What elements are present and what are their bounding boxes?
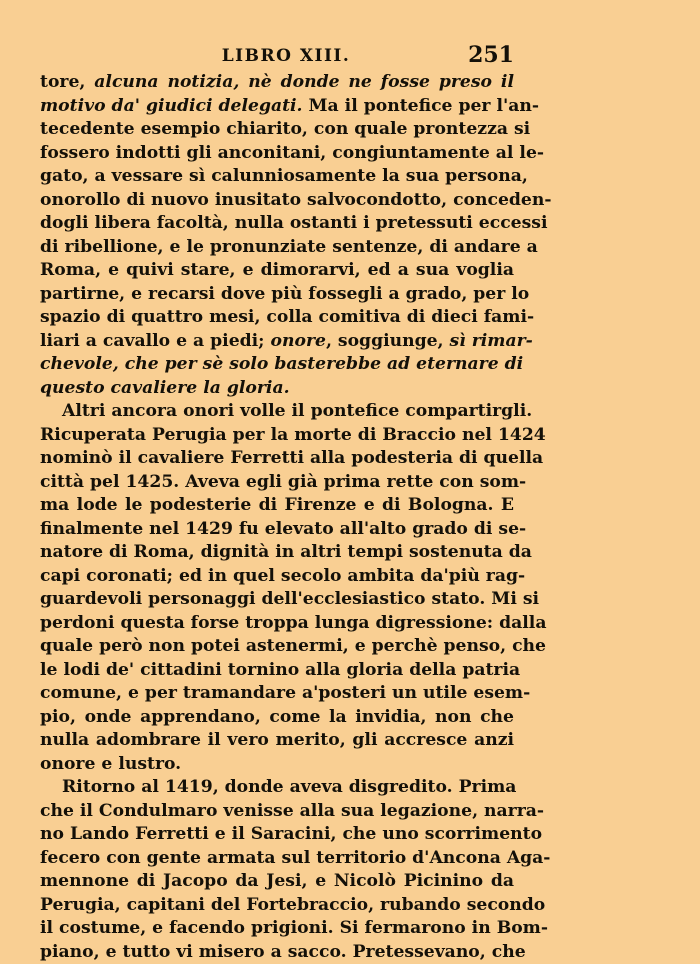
text-line [40,71,514,95]
text-line [40,377,514,401]
italic-text: chevole, che per sè solo basterebbe ad eternare di [40,354,523,374]
text-segment: piano, e tutto vi misero a sacco. Pretessevano, che [40,942,526,962]
text-segment: Roma, e quivi stare, e dimorarvi, ed a sua voglia [40,260,514,280]
running-head [40,46,514,70]
text-segment: no Lando Ferretti e il Saracini, che uno scorrimento [40,824,542,844]
text-segment: perdoni questa forse troppa lunga digressione: dalla [40,613,546,633]
text-segment: capi coronati; ed in quel secolo ambita da'più rag- [40,566,525,586]
text-line [40,823,514,847]
text-line [40,259,514,283]
running-title: LIBRO XIII. [40,46,514,66]
text-segment: tecedente esempio chiarito, con quale prontezza si [40,119,530,139]
text-line [40,189,514,213]
text-line [40,353,514,377]
text-line [40,588,514,612]
text-segment: spazio di quattro mesi, colla comitiva di dieci fami- [40,307,534,327]
text-segment: Ritorno al 1419, donde aveva disgredito. Prima [62,777,516,797]
body-text [40,71,514,964]
text-segment: liari a cavallo e a piedi; [40,331,271,351]
text-line [40,917,514,941]
text-line [40,847,514,871]
italic-text: questo cavaliere la gloria. [40,378,290,398]
text-line [40,776,514,800]
page-number: 251 [468,42,514,68]
text-segment: fecero con gente armata sul territorio d'Ancona Aga- [40,848,550,868]
text-line [40,283,514,307]
text-line [40,541,514,565]
text-line [40,424,514,448]
text-line [40,800,514,824]
text-segment: di ribellione, e le pronunziate sentenze, di andare a [40,237,538,257]
text-line [40,306,514,330]
text-segment: Altri ancora onori volle il pontefice compartirgli. [62,401,532,421]
text-segment: ma lode le podesterie di Firenze e di Bologna. E [40,495,514,515]
text-segment: pio, onde apprendano, come la invidia, non che [40,707,514,727]
text-line [40,729,514,753]
text-line [40,894,514,918]
text-line [40,118,514,142]
text-line [40,659,514,683]
text-line [40,941,514,964]
text-segment: partirne, e recarsi dove più fossegli a grado, per lo [40,284,529,304]
text-segment: Ricuperata Perugia per la morte di Braccio nel 1424 [40,425,546,445]
text-line [40,471,514,495]
text-line [40,518,514,542]
text-segment: onore e lustro. [40,754,181,774]
text-line [40,330,514,354]
text-segment: mennone di Jacopo da Jesi, e Nicolò Picinino da [40,871,514,891]
text-line [40,565,514,589]
italic-text: alcuna notizia, nè donde ne fosse preso il [94,72,514,92]
text-segment: quale però non potei astenermi, e perchè penso, che [40,636,546,656]
text-segment: Perugia, capitani del Fortebraccio, rubando secondo [40,895,545,915]
text-line [40,95,514,119]
text-line [40,212,514,236]
text-segment: tore, [40,72,94,92]
italic-text: motivo da' giudici delegati. [40,96,303,116]
text-line [40,165,514,189]
text-segment: comune, e per tramandare a'posteri un utile esem- [40,683,530,703]
text-segment: città pel 1425. Aveva egli già prima rette con som- [40,472,526,492]
text-line [40,753,514,777]
text-segment: , soggiunge, [326,331,450,351]
text-segment: finalmente nel 1429 fu elevato all'alto grado di se- [40,519,526,539]
text-line [40,870,514,894]
text-segment: nominò il cavaliere Ferretti alla podesteria di quella [40,448,543,468]
text-line [40,612,514,636]
text-segment: dogli libera facoltà, nulla ostanti i pretessuti eccessi [40,213,547,233]
text-line [40,447,514,471]
text-segment: fossero indotti gli anconitani, congiuntamente al le- [40,143,544,163]
italic-text: onore [271,331,326,351]
text-line [40,706,514,730]
text-segment: onorollo di nuovo inusitato salvocondotto, conceden- [40,190,551,210]
text-line [40,400,514,424]
text-segment: le lodi de' cittadini tornino alla gloria della patria [40,660,520,680]
text-line [40,635,514,659]
text-segment: Ma il pontefice per l'an- [303,96,539,116]
text-segment: natore di Roma, dignità in altri tempi sostenuta da [40,542,532,562]
text-segment: il costume, e facendo prigioni. Si fermarono in Bom- [40,918,548,938]
text-line [40,142,514,166]
text-segment: guardevoli personaggi dell'ecclesiastico stato. Mi si [40,589,539,609]
text-segment: nulla adombrare il vero merito, gli accresce anzi [40,730,514,750]
text-line [40,494,514,518]
text-segment: che il Condulmaro venisse alla sua legazione, narra- [40,801,544,821]
text-segment: gato, a vessare sì calunniosamente la sua persona, [40,166,528,186]
text-line [40,682,514,706]
text-line [40,236,514,260]
italic-text: sì rimar- [450,331,533,351]
